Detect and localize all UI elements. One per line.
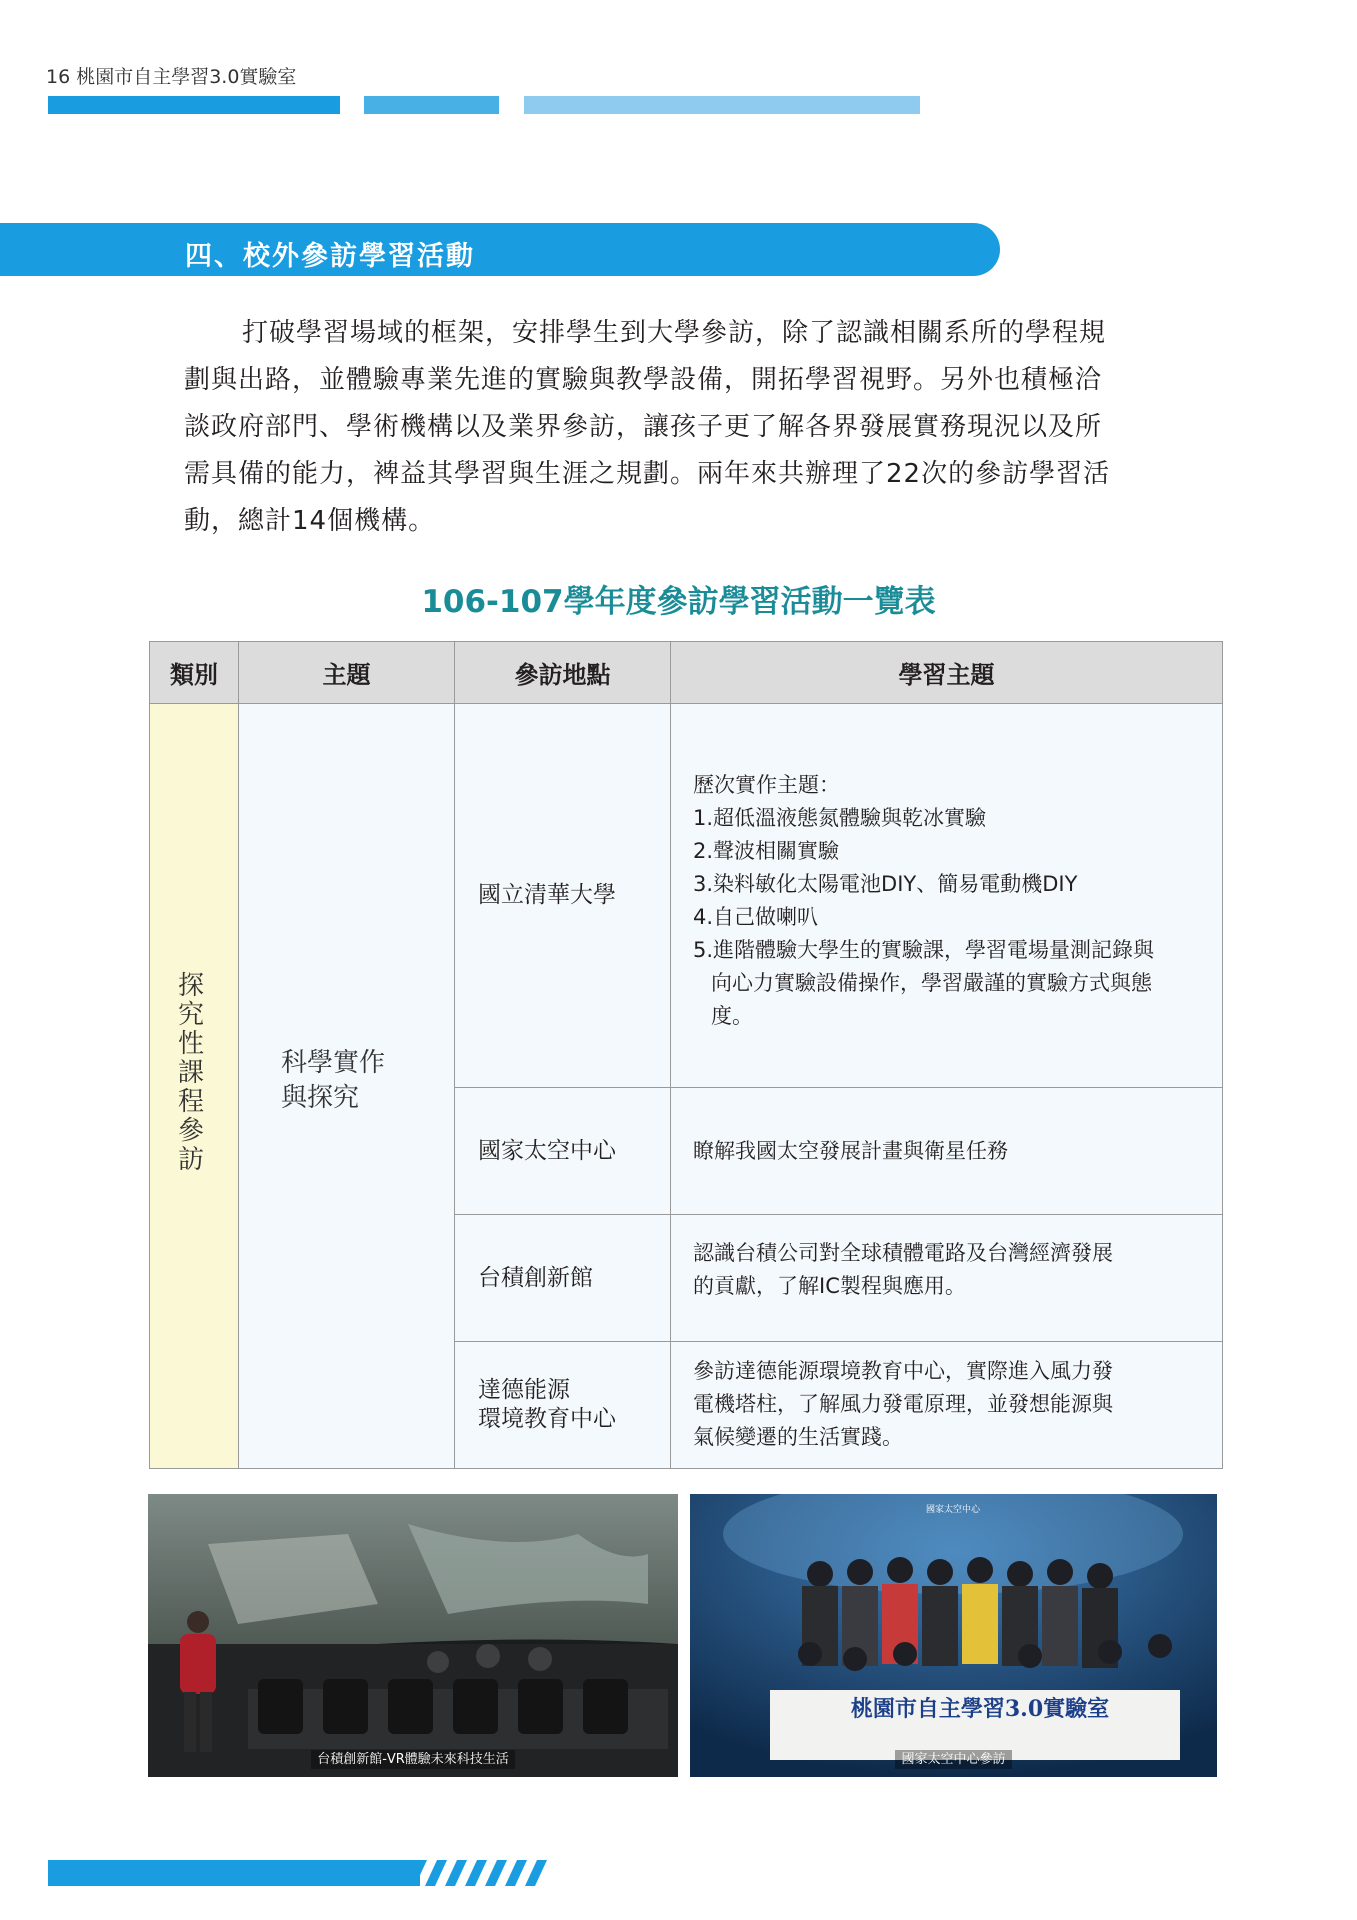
caption-text: 國家太空中心參訪 (895, 1750, 1011, 1769)
desc-line: 3.染料敏化太陽電池DIY、簡易電動機DIY (693, 872, 1078, 896)
location-tsinghua (478, 704, 668, 1087)
header-bar-2 (364, 96, 499, 114)
topic-line: 科學實作 (281, 1048, 386, 1078)
footer-stripes (385, 1860, 555, 1886)
desc-line: 度。 (711, 1004, 753, 1028)
section-banner (0, 223, 1000, 276)
photo-vr-experience (148, 1494, 678, 1777)
desc-line: 2.聲波相關實驗 (693, 839, 840, 863)
location-line: 達德能源 (478, 1377, 570, 1403)
intro-line: 需具備的能力，裨益其學習與生涯之規劃。兩年來共辦理了22次的參訪學習活 (184, 459, 1111, 489)
intro-line: 打破學習場域的框架，安排學生到大學參訪，除了認識相關系所的學程規 (242, 318, 1107, 348)
location-tatung-energy (478, 1342, 668, 1468)
desc-line: 認識台積公司對全球積體電路及台灣經濟發展 (693, 1241, 1113, 1265)
sign-text: 國家太空中心 (925, 1505, 981, 1515)
location-space-center (478, 1088, 668, 1214)
location-line: 國家太空中心 (478, 1137, 616, 1164)
desc-line: 向心力實驗設備操作，學習嚴謹的實驗方式與態 (711, 971, 1152, 995)
section-title: 四、校外參訪學習活動 (185, 241, 475, 272)
footer-bar (48, 1860, 420, 1886)
header-category: 類別 (150, 642, 239, 704)
intro-line: 談政府部門、學術機構以及業界參訪，讓孩子更了解各界發展實務現況以及所 (184, 412, 1103, 442)
intro-line: 劃與出路，並體驗專業先進的實驗與教學設備，開拓學習視野。另外也積極洽 (184, 365, 1103, 395)
topic-text (281, 1046, 385, 1116)
page-header: 16 桃園市自主學習3.0實驗室 (46, 66, 297, 88)
desc-line: 瞭解我國太空發展計畫與衛星任務 (693, 1138, 1008, 1163)
desc-line: 5.進階體驗大學生的實驗課，學習電場量測記錄與 (693, 938, 1155, 962)
vr-scene-image (148, 1494, 678, 1777)
desc-tsmc-museum (693, 1237, 1213, 1303)
topic-line: 與探究 (281, 1083, 360, 1113)
desc-tsinghua (693, 769, 1213, 1033)
category-cell (150, 704, 239, 1468)
banner-text: 桃園市自主學習3.0實驗室 (850, 1696, 1110, 1722)
group-photo-image (690, 1494, 1217, 1777)
location-line: 台積創新館 (478, 1264, 593, 1291)
category-text: 探究性課程參訪 (178, 971, 205, 1175)
desc-line: 4.自己做喇叭 (693, 905, 819, 929)
location-line: 國立清華大學 (478, 882, 616, 908)
photo-caption (148, 1748, 678, 1767)
desc-line: 氣候變遷的生活實踐。 (693, 1425, 903, 1449)
header-topic: 主題 (239, 642, 455, 704)
desc-line: 電機塔柱，了解風力發電原理，並發想能源與 (693, 1392, 1113, 1416)
desc-line: 歷次實作主題： (693, 773, 840, 797)
header-bar-3 (524, 96, 920, 114)
header-bar-1 (48, 96, 340, 114)
topic-cell (239, 704, 455, 1468)
location-tsmc-museum (478, 1215, 668, 1341)
table-title: 106-107學年度參訪學習活動一覽表 (421, 584, 936, 620)
intro-paragraph (184, 310, 1194, 545)
visit-table (149, 641, 1223, 1469)
desc-space-center (693, 1088, 1213, 1214)
photo-space-center-visit (690, 1494, 1217, 1777)
intro-line: 動，總計14個機構。 (184, 506, 436, 536)
header-location: 參訪地點 (455, 642, 671, 704)
desc-line: 的貢獻，了解IC製程與應用。 (693, 1274, 966, 1298)
location-line: 環境教育中心 (478, 1406, 616, 1432)
header-learning-theme: 學習主題 (671, 642, 1222, 704)
photo-caption (690, 1748, 1217, 1767)
desc-line: 1.超低溫液態氮體驗與乾冰實驗 (693, 806, 987, 830)
desc-line: 參訪達德能源環境教育中心，實際進入風力發 (693, 1359, 1113, 1383)
caption-text: 台積創新館-VR體驗未來科技生活 (311, 1750, 515, 1769)
desc-tatung-energy (693, 1355, 1213, 1454)
